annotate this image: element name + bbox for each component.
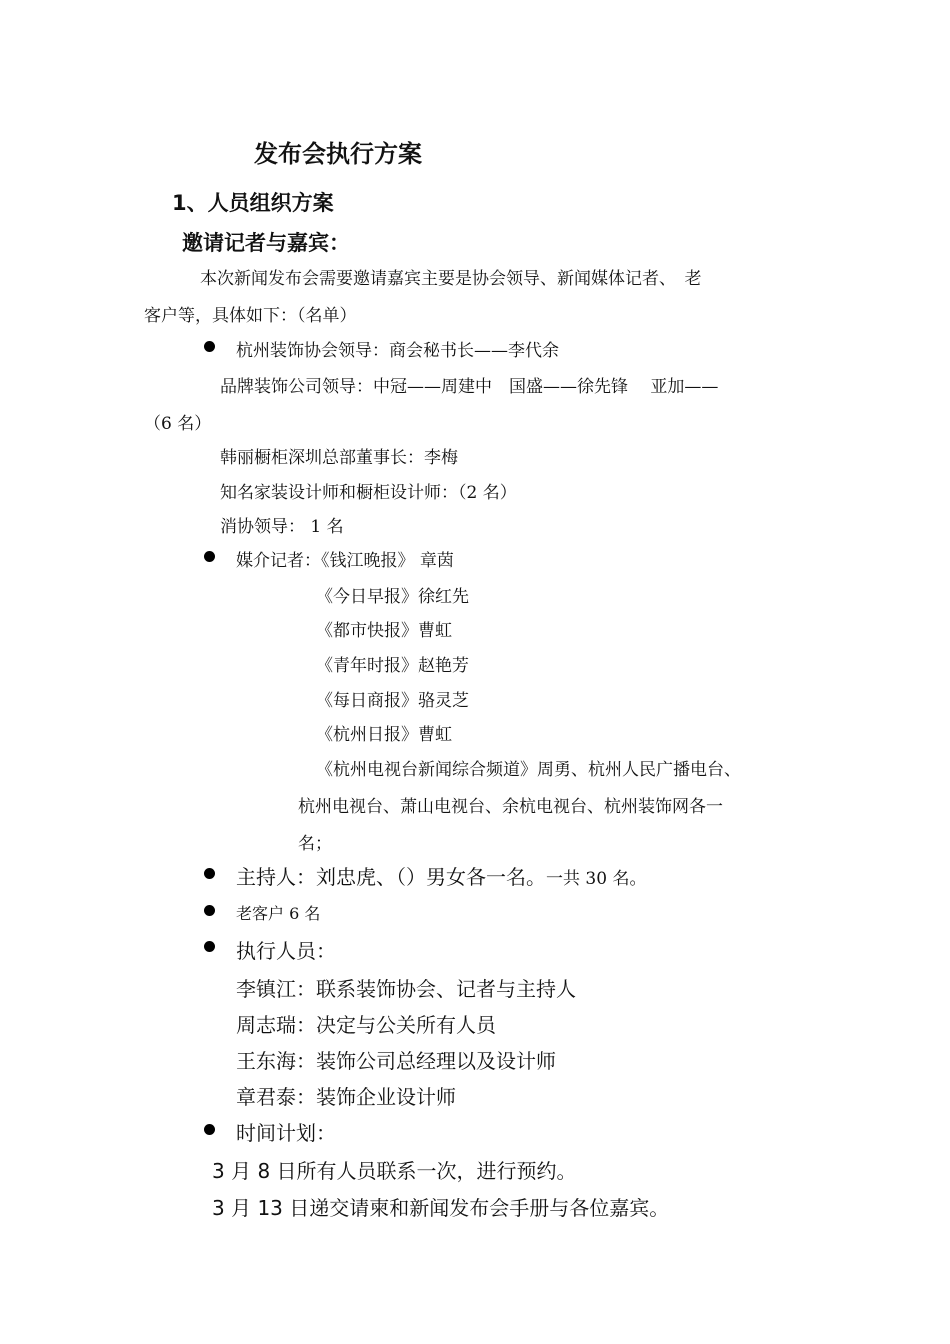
schedule-item: 3 月 13 日递交请柬和新闻发布会手册与各位嘉宾。 — [212, 1196, 670, 1220]
media-item: 《都市快报》曹虹 — [316, 621, 452, 641]
bullet-icon — [204, 341, 215, 352]
media-item: 《青年时报》赵艳芳 — [316, 656, 469, 676]
bullet-icon — [204, 551, 215, 562]
association-leader: 杭州装饰协会领导：商会秘书长——李代余 — [236, 341, 559, 361]
media-item: 《每日商报》骆灵芝 — [316, 691, 469, 711]
section-heading: 1、人员组织方案 — [172, 191, 334, 215]
schedule-item: 3 月 8 日所有人员联系一次，进行预约。 — [212, 1159, 577, 1183]
host-line — [236, 861, 646, 890]
bullet-icon — [204, 1124, 215, 1135]
media-tv-line-1: 《杭州电视台新闻综合频道》周勇、杭州人民广播电台、 — [316, 760, 741, 780]
staff-item: 章君泰：装饰企业设计师 — [236, 1085, 456, 1109]
intro-line-1: 本次新闻发布会需要邀请嘉宾主要是协会领导、新闻媒体记者、 老 — [200, 269, 702, 289]
intro-line-2: 客户等，具体如下：（名单） — [144, 306, 357, 326]
staff-label: 执行人员： — [236, 939, 336, 963]
bullet-icon — [204, 905, 215, 916]
staff-item: 李镇江：联系装饰协会、记者与主持人 — [236, 977, 576, 1001]
media-tv-line-3: 名； — [298, 834, 332, 854]
designers: 知名家装设计师和橱柜设计师：（2 名） — [220, 483, 517, 503]
media-tv-line-2: 杭州电视台、萧山电视台、余杭电视台、杭州装饰网各一 — [298, 797, 723, 817]
schedule-label: 时间计划： — [236, 1121, 336, 1145]
bullet-icon — [204, 868, 215, 879]
consumer-association: 消协领导： 1 名 — [220, 517, 344, 537]
host-total: 一共 30 名。 — [546, 869, 647, 889]
host-main: 主持人：刘忠虎、（）男女各一名。 — [236, 865, 546, 889]
bullet-icon — [204, 941, 215, 952]
document-title: 发布会执行方案 — [254, 140, 422, 168]
korea-chairman: 韩丽橱柜深圳总部董事长：李梅 — [220, 448, 458, 468]
media-label: 媒介记者：《钱江晚报》 章茵 — [236, 551, 454, 571]
old-clients: 老客户 6 名 — [236, 904, 321, 923]
staff-item: 周志瑞：决定与公关所有人员 — [236, 1013, 496, 1037]
media-item: 《杭州日报》曹虹 — [316, 725, 452, 745]
media-item: 《今日早报》徐红先 — [316, 587, 469, 607]
staff-item: 王东海：装饰公司总经理以及设计师 — [236, 1049, 556, 1073]
brand-leaders-line-2: （6 名） — [144, 414, 212, 434]
subsection-heading: 邀请记者与嘉宾： — [182, 231, 350, 255]
brand-leaders-line-1: 品牌装饰公司领导：中冠——周建中 国盛——徐先锋 亚加—— — [220, 377, 719, 397]
